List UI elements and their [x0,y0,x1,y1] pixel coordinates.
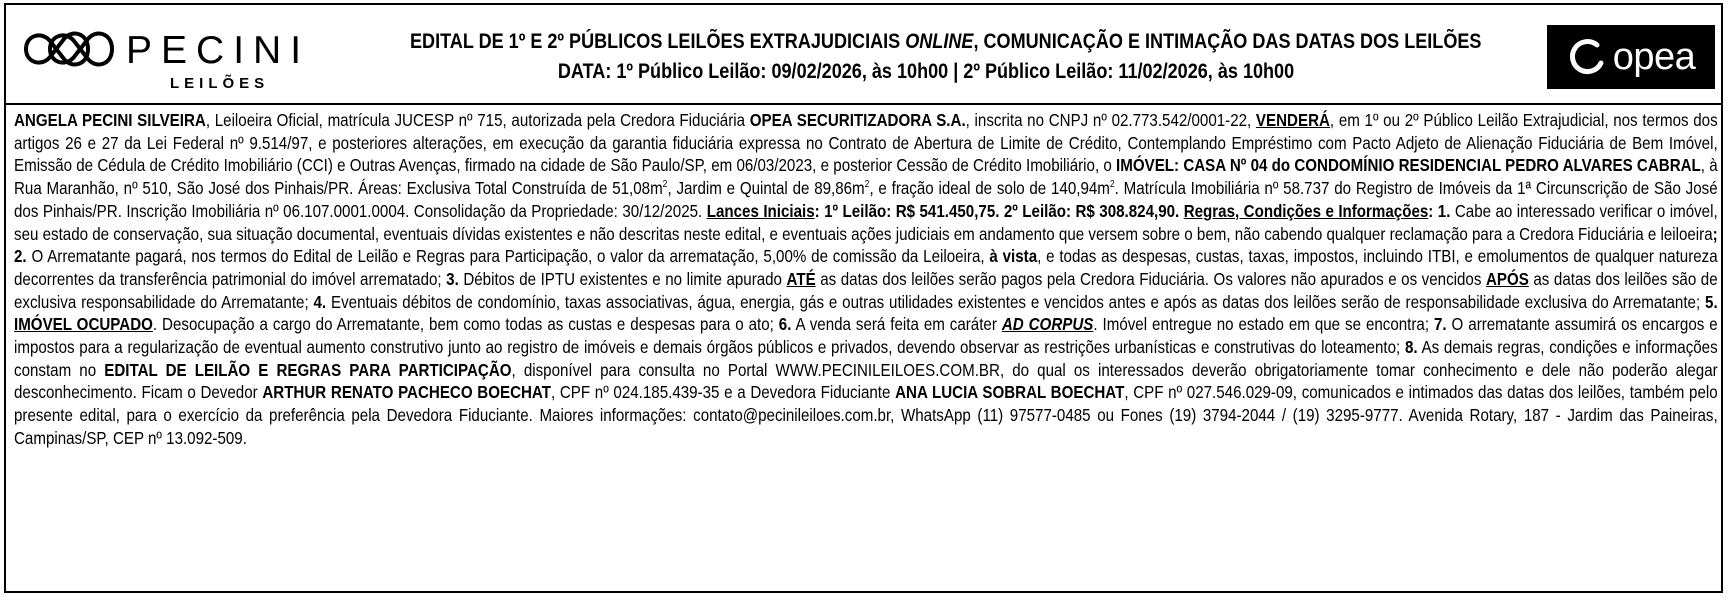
title-line-1 [410,27,1482,57]
body-segment: O Arrematante pagará, nos termos do Edital de Leilão e Regras para Participação, o valor da arrematação, 5,00% de comissão da Leiloeira, [26,246,990,267]
rules-heading: Regras, Condições e Informações [1183,200,1429,221]
opea-logo [1547,25,1715,89]
notice-header [6,5,1721,101]
title-post: , COMUNICAÇÃO E INTIMAÇÃO DAS DATAS DOS LEILÕES [973,30,1482,53]
rule-number: 6. [778,314,792,335]
rule-number: 3. [446,268,459,289]
opea-ring-icon [1567,37,1607,77]
opea-logo-word: opea [1612,35,1696,78]
fiduciary-debtor-name: ANA LUCIA SOBRAL BOECHAT [895,382,1125,403]
body-segment: , CPF nº 027.546.029-09, comunicados e intimados das datas dos leilões, também pelo presente edital, para o exercício da preferência pela Devedora Fiduciante. Maiores informações: contato@pecinileiloes.com.br, WhatsApp (11) 97577-0485 ou Fones (19) 3794-2044 / (19) 3295-9777. Avenida Rotary, 187 - Jardim das Paineiras, Campinas/SP, CEP nº 13.092-509. [14,382,1718,448]
superscript: 2 [864,179,870,191]
rule-number: 7. [1433,314,1447,335]
pecini-logo-word: PECINI [126,29,311,72]
body-segment: , em 1º ou 2º Público Leilão Extrajudicial, nos termos dos artigos 26 e 27 da Lei Federal nº 9.514/97, e posteriores alterações, em execução da garantia fiduciária expressa no Contrato de Abertura de Limite de Crédito, Contemplando Empréstimo com Pacto Adjeto de Alienação Fiduciária de Bem Imóvel, Emissão de Cédula de Crédito Imobiliário (CCI) e Outras Avenças, firmado na cidade de São Paulo/SP, em 06/03/2023, e posterior Cessão de Crédito Imobiliário, o [14,110,1718,176]
body-segment: , CPF nº 024.185.439-35 e a Devedora Fiduciante [550,382,896,403]
superscript: 2 [662,179,668,191]
body-segment: . Matrícula Imobiliária nº 58.737 do Registro de Imóveis da 1ª Circunscrição de São José dos Pinhais/PR. Inscrição Imobiliária nº 06.107.0001.0004. Consolidação da Propriedade: 30/12/2025. [14,178,1718,221]
rule-number: ; 2. [14,223,1718,267]
body-segment: , e todas as despesas, custas, taxas, impostos, incluindo ITBI, e emolumentos de qualquer natureza decorrentes da transferência patrimonial do imóvel arrematado; [14,246,1718,289]
body-segment: A venda será feita em caráter [791,314,1002,335]
edital-keyword: EDITAL DE LEILÃO E REGRAS PARA PARTICIPAÇÃO [104,359,512,380]
rule-number: 8. [1404,337,1418,358]
property-title: IMÓVEL: CASA Nº 04 do CONDOMÍNIO RESIDENCIAL PEDRO ALVARES CABRAL [1116,155,1701,176]
title-online: ONLINE [905,30,974,53]
after-keyword: APÓS [1485,268,1529,289]
cash-keyword: à vista [989,246,1038,267]
body-segment: , disponível para consulta no Portal WWW.PECINILEILOES.COM.BR, do qual os interessados deverão obrigatoriamente tomar conhecimento e dele não poderão alegar desconhecimento. Ficam o Devedor [14,359,1718,403]
body-segment: . Desocupação a cargo do Arrematante, bem como todas as custas e despesas para o ato; [152,314,779,335]
body-segment: , à Rua Maranhão, nº 510, São José dos Pinhais/PR. Áreas: Exclusiva Total Construída de 51,08m [14,155,1718,199]
body-segment: O arrematante assumirá os encargos e impostos para a regularização de eventual aumento construtivo junto ao registro de imóveis e demais órgãos públicos e privados, devendo observar as restrições urbanísticas e construtivas do loteamento; [14,314,1718,358]
auction-dates: DATA: 1º Público Leilão: 09/02/2026, às 10h00 | 2º Público Leilão: 11/02/2026, às 10h00 [557,60,1295,83]
body-segment: As demais regras, condições e informações constam no [14,337,1718,380]
header-divider [6,103,1721,105]
title-pre: EDITAL DE 1º E 2º PÚBLICOS LEILÕES EXTRAJUDICIAIS [410,30,906,53]
notice-body [14,109,1718,591]
rule-number: : 1. [1428,200,1451,221]
creditor-name: OPEA SECURITIZADORA S.A. [749,110,966,130]
initial-bids-values: : 1º Leilão: R$ 541.450,75. 2º Leilão: R$ 308.824,90. [814,200,1184,221]
body-segment: Débitos de IPTU existentes e no limite apurado [458,268,787,289]
pecini-logo-sub: LEILÕES [170,75,270,92]
debtor-name: ARTHUR RENATO PACHECO BOECHAT [262,382,551,403]
pecini-logo-mark-icon [20,25,116,73]
body-segment: Eventuais débitos de condomínio, taxas associativas, água, energia, gás e outras utilidades existentes e vencidos antes e após as datas dos leilões serão de responsabilidade exclusiva do Arrematante; [326,291,1706,312]
sell-keyword: VENDERÁ [1255,110,1330,130]
superscript: 2 [1109,179,1115,191]
rule-number: 4. [313,291,327,312]
body-segment: . Imóvel entregue no estado em que se encontra; [1093,314,1434,335]
occupied-keyword: IMÓVEL OCUPADO [14,314,153,335]
rule-number: 5. [1705,291,1718,312]
until-keyword: ATÉ [786,268,816,289]
notice-frame [4,3,1723,593]
auctioneer-name: ANGELA PECINI SILVEIRA [14,110,206,130]
initial-bids-heading: Lances Iniciais [706,200,815,221]
ad-corpus-keyword: AD CORPUS [1001,314,1094,335]
body-segment: , Leiloeira Oficial, matrícula JUCESP nº 715, autorizada pela Credora Fiduciária [205,110,750,130]
body-segment: , e fração ideal de solo de 140,94m [869,178,1110,199]
body-segment: Cabe ao interessado verificar o imóvel, seu estado de conservação, sua situação documental, eventuais dívidas existentes e não descritas neste edital, e eventuais ações judiciais em andamento que versem sobre o bem, não cabendo qualquer reclamação para a Credora Fiduciária e leiloeira [14,200,1718,244]
body-segment: , inscrita no CNPJ nº 02.773.542/0001-22, [965,110,1256,130]
body-segment: , Jardim e Quintal de 89,86m [667,178,865,199]
notice-title [410,27,1482,87]
pecini-logo [20,25,311,95]
body-segment: as datas dos leilões serão pagos pela Credora Fiduciária. Os valores não apurados e os vencidos [815,268,1486,289]
body-segment: as datas dos leilões são de exclusiva responsabilidade do Arrematante; [14,268,1718,312]
